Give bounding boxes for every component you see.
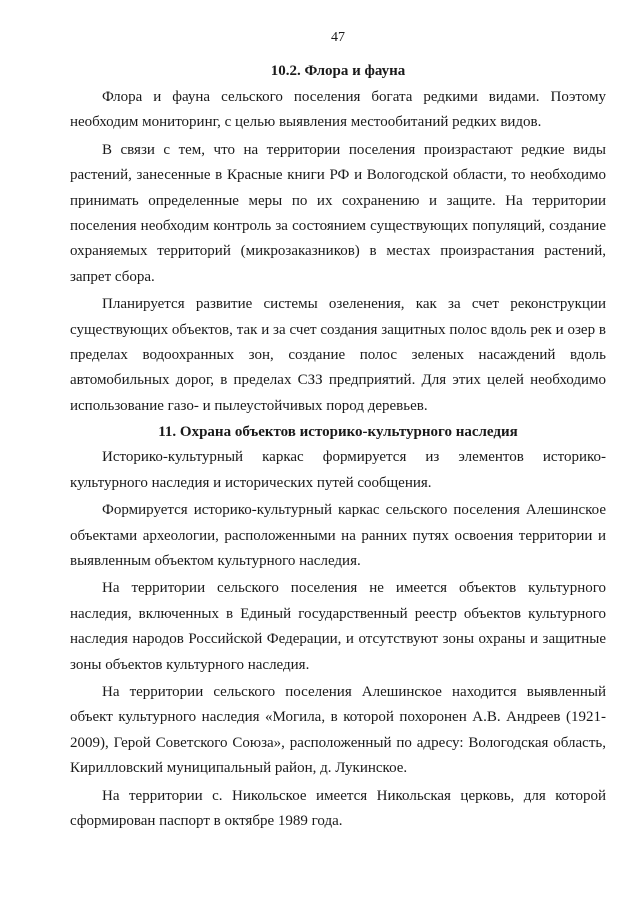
paragraph-red-book-species: В связи с тем, что на территории поселения произрастают редкие виды растений, занесенные в Красные книги РФ и Вологодской области, то необходимо принимать определенные меры по их сохранению и защите. На территории поселения необходим контроль за состоянием существующих популяций, создание охраняемых территорий (микрозаказников) в местах произрастания растений, запрет сбора.: [70, 141, 606, 285]
page-number: 47: [331, 30, 345, 45]
paragraph-andreev-grave: На территории сельского поселения Алешинское находится выявленный объект культурного наследия «Могила, в которой похоронен А.В. Андреев (1921-2009), Герой Советского Союза», расположенный по адресу: Вологодская область, Кирилловский муниципальный район, д. Лукинское.: [70, 683, 606, 777]
page-content: [70, 28, 606, 834]
paragraph-nikolskaya-church: На территории с. Никольское имеется Никольская церковь, для которой сформирован паспорт в октябре 1989 года.: [70, 787, 606, 829]
section-heading-flora-fauna: 10.2. Флора и фауна: [270, 63, 406, 79]
paragraph-archaeology: Формируется историко-культурный каркас сельского поселения Алешинское объектами археологии, расположенными на ранних путях освоения территории и выявленным объектом культурного наследия.: [70, 502, 606, 569]
section-heading-heritage: 11. Охрана объектов историко-культурного наследия: [158, 424, 518, 441]
paragraph-greening-plan: Планируется развитие системы озеленения, как за счет реконструкции существующих объектов, так и за счет создания защитных полос вдоль рек и озер в пределах водоохранных зон, создание полос зеленых насаждений вдоль автомобильных дорог, в пределах СЗЗ предприятий. Для этих целей необходимо использование газо- и пылеустойчивых пород деревьев.: [70, 296, 606, 414]
paragraph-flora-intro: Флора и фауна сельского поселения богата редкими видами. Поэтому необходим мониторинг, с целью выявления местообитаний редких видов.: [70, 89, 606, 131]
paragraph-heritage-framework: Историко-культурный каркас формируется из элементов историко-культурного наследия и исторических путей сообщения.: [70, 449, 606, 491]
paragraph-no-registered-objects: На территории сельского поселения не имеется объектов культурного наследия, включенных в Единый государственный реестр объектов культурного наследия народов Российской Федерации, и отсутствуют зоны охраны и защитные зоны объектов культурного наследия.: [70, 580, 606, 673]
